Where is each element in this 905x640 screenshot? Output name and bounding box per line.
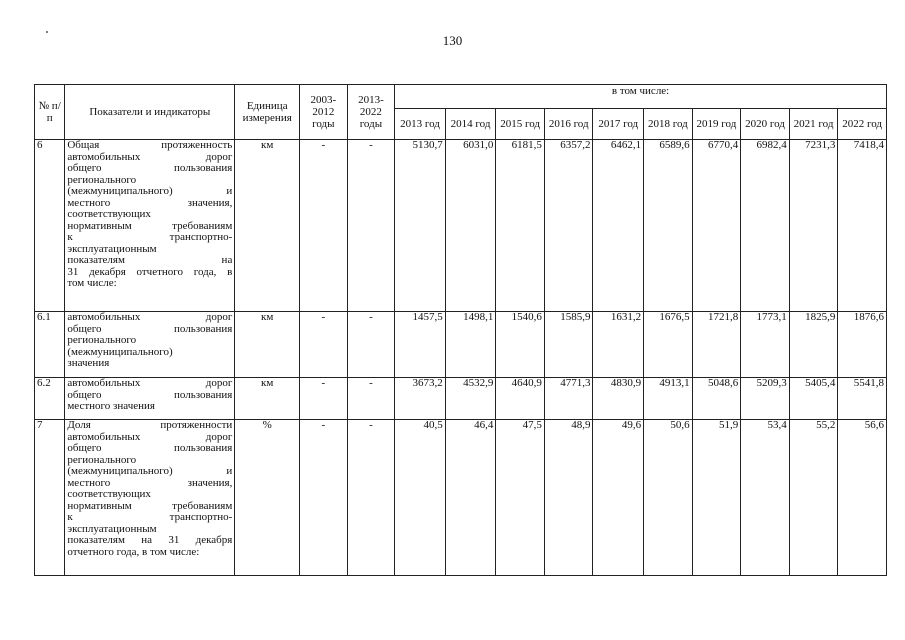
indicator-line: нормативным требованиям: [67, 499, 233, 512]
page-number: 130: [442, 33, 463, 48]
header-year: 2013 год: [395, 109, 446, 140]
indicator-line: регионального: [67, 334, 137, 346]
header-including: в том числе:: [395, 85, 887, 109]
indicator-text: [65, 140, 235, 312]
header-year: 2019 год: [692, 109, 741, 140]
value-cell: 1457,5: [395, 312, 446, 378]
indicator-line: регионального: [67, 173, 137, 186]
row-number: 6: [35, 140, 65, 312]
indicator-line: (межмуниципального): [67, 345, 173, 358]
value-cell: 5130,7: [395, 140, 446, 312]
value-cell: 40,5: [395, 420, 446, 576]
header-period-2003-2012: 2003-2012 годы: [300, 85, 348, 140]
indicator-line: автомобильных дорог: [67, 430, 233, 443]
value-cell: 6982,4: [741, 140, 790, 312]
indicator-line: местного значения,: [67, 196, 233, 209]
header-num: № п/п: [35, 85, 65, 140]
value-cell: 50,6: [644, 420, 693, 576]
indicator-line: местного значения: [67, 400, 155, 412]
value-cell: 6181,5: [496, 140, 545, 312]
indicator-line: значения: [67, 357, 110, 369]
value-cell: 6031,0: [445, 140, 496, 312]
value-cell: 3673,2: [395, 378, 446, 420]
indicator-line: том числе:: [67, 277, 117, 289]
period-2003-2012-cell: -: [300, 420, 348, 576]
value-cell: 6357,2: [544, 140, 593, 312]
indicators-table: [34, 84, 887, 576]
indicator-text: [65, 378, 235, 420]
header-period-2013-2022: 2013-2022 годы: [347, 85, 395, 140]
value-cell: 1876,6: [838, 312, 887, 378]
period-2003-2012-cell: -: [300, 378, 348, 420]
value-cell: 1631,2: [593, 312, 644, 378]
value-cell: 1825,9: [789, 312, 838, 378]
indicator-text: [65, 312, 235, 378]
indicator-line: автомобильных дорог: [67, 150, 233, 163]
period-2013-2022-cell: -: [347, 420, 395, 576]
indicator-line: местного значения,: [67, 476, 233, 489]
header-year: 2015 год: [496, 109, 545, 140]
header-year: 2016 год: [544, 109, 593, 140]
header-indicator: Показатели и индикаторы: [65, 85, 235, 140]
table-row: [35, 420, 887, 576]
period-2003-2012-cell: -: [300, 312, 348, 378]
value-cell: 7231,3: [789, 140, 838, 312]
table-row: [35, 378, 887, 420]
indicator-line: Общая протяженность: [67, 139, 233, 151]
indicator-line: 31 декабря отчетного года, в: [67, 265, 233, 278]
unit-cell: км: [235, 312, 300, 378]
indicator-line: автомобильных дорог: [67, 311, 233, 323]
indicator-line: автомобильных дорог: [67, 377, 233, 389]
indicator-line: показателям на 31 декабря: [67, 534, 233, 546]
value-cell: 6770,4: [692, 140, 741, 312]
indicator-line: регионального: [67, 453, 137, 466]
indicator-line: общего пользования: [67, 388, 233, 401]
indicator-line: к транспортно-: [67, 231, 233, 243]
value-cell: 4640,9: [496, 378, 545, 420]
value-cell: 6589,6: [644, 140, 693, 312]
indicator-line: (межмуниципального) и: [67, 185, 233, 197]
value-cell: 5541,8: [838, 378, 887, 420]
value-cell: 5405,4: [789, 378, 838, 420]
value-cell: 46,4: [445, 420, 496, 576]
indicator-line: нормативным требованиям: [67, 219, 233, 232]
table-row: [35, 140, 887, 312]
value-cell: 4913,1: [644, 378, 693, 420]
header-year: 2014 год: [445, 109, 496, 140]
value-cell: 48,9: [544, 420, 593, 576]
indicator-line: общего пользования: [67, 442, 233, 454]
value-cell: 55,2: [789, 420, 838, 576]
value-cell: 5209,3: [741, 378, 790, 420]
indicator-line: эксплуатационным: [67, 242, 157, 255]
period-2003-2012-cell: -: [300, 140, 348, 312]
value-cell: 1498,1: [445, 312, 496, 378]
value-cell: 1721,8: [692, 312, 741, 378]
value-cell: 6462,1: [593, 140, 644, 312]
value-cell: 5048,6: [692, 378, 741, 420]
header-year: 2022 год: [838, 109, 887, 140]
value-cell: 49,6: [593, 420, 644, 576]
indicator-line: соответствующих: [67, 488, 151, 500]
header-year: 2018 год: [644, 109, 693, 140]
indicator-line: общего пользования: [67, 162, 233, 174]
value-cell: 7418,4: [838, 140, 887, 312]
header-year: 2017 год: [593, 109, 644, 140]
indicator-line: общего пользования: [67, 322, 233, 335]
value-cell: 1585,9: [544, 312, 593, 378]
value-cell: 1676,5: [644, 312, 693, 378]
indicator-text: [65, 420, 235, 576]
value-cell: 53,4: [741, 420, 790, 576]
indicator-line: соответствующих: [67, 208, 151, 220]
indicator-line: отчетного года, в том числе:: [67, 545, 200, 558]
header-year: 2021 год: [789, 109, 838, 140]
period-2013-2022-cell: -: [347, 140, 395, 312]
unit-cell: %: [235, 420, 300, 576]
indicator-line: к транспортно-: [67, 511, 233, 523]
value-cell: 56,6: [838, 420, 887, 576]
row-number: 6.2: [35, 378, 65, 420]
value-cell: 4532,9: [445, 378, 496, 420]
value-cell: 1540,6: [496, 312, 545, 378]
row-number: 6.1: [35, 312, 65, 378]
header-year: 2020 год: [741, 109, 790, 140]
indicator-line: (межмуниципального) и: [67, 465, 233, 477]
period-2013-2022-cell: -: [347, 378, 395, 420]
table-row: [35, 312, 887, 378]
value-cell: 51,9: [692, 420, 741, 576]
indicator-line: показателям на: [67, 254, 233, 266]
indicator-line: Доля протяженности: [67, 419, 233, 431]
period-2013-2022-cell: -: [347, 312, 395, 378]
value-cell: 4771,3: [544, 378, 593, 420]
row-number: 7: [35, 420, 65, 576]
value-cell: 1773,1: [741, 312, 790, 378]
unit-cell: км: [235, 140, 300, 312]
indicator-line: эксплуатационным: [67, 522, 157, 535]
header-unit: Единица измерения: [235, 85, 300, 140]
value-cell: 4830,9: [593, 378, 644, 420]
unit-cell: км: [235, 378, 300, 420]
value-cell: 47,5: [496, 420, 545, 576]
